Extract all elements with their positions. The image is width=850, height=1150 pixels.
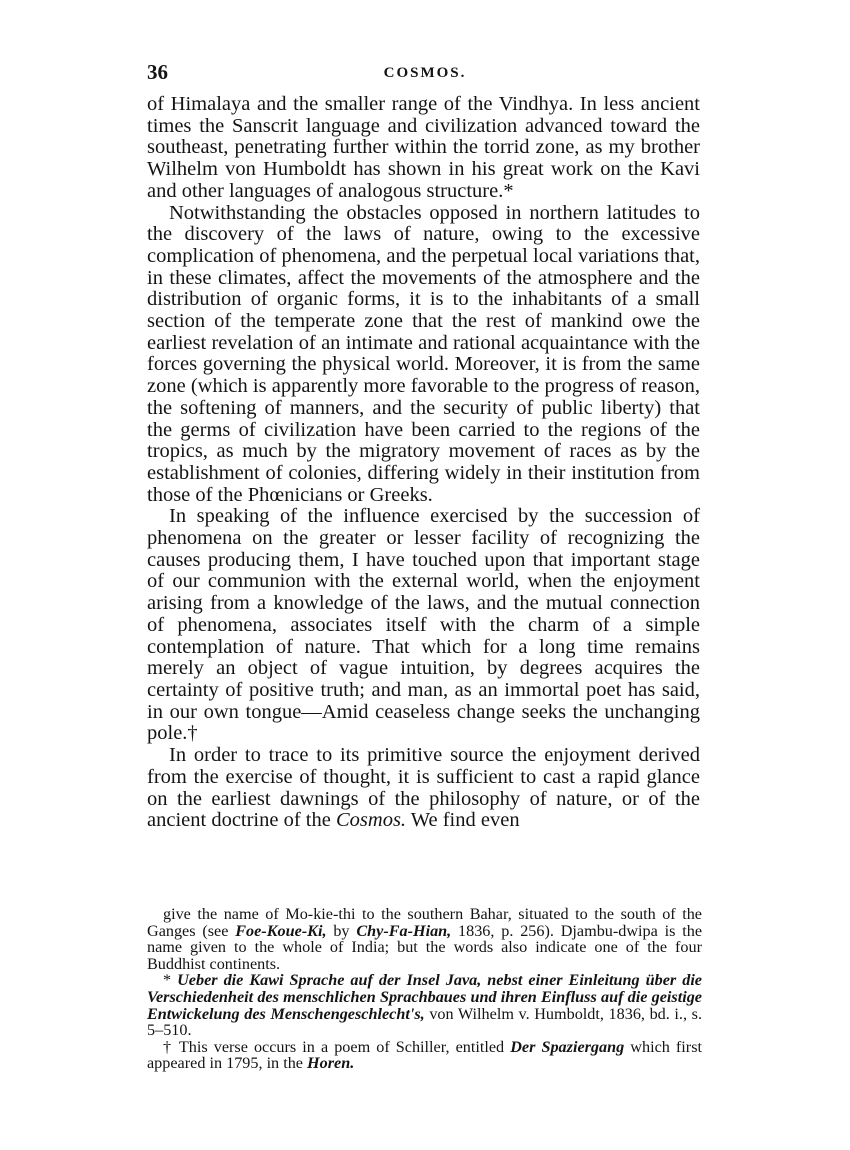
paragraph-3: In speaking of the influence exercised by the succession of phenomena on the greater or lesser facility of recognizing the causes producing them, I have touched upon that important stage of our communion with the external world, when the enjoyment arising from a knowledge of the laws, and the mutual connection of phenomena, associates itself with the charm of a simple contemplation of nature. That which for a long time remains merely an object of vague intuition, by degrees acquires the certainty of positive truth; and man, as an immortal poet has said, in our own tongue—Amid ceaseless change seeks the unchanging pole.† (147, 505, 700, 745)
footnote-asterisk-text: von Wilhelm v. Humboldt, 1836, bd. i., s. 5–510. (147, 1004, 702, 1040)
paragraph-1: of Himalaya and the smaller range of the Vindhya. In less ancient times the Sanscrit language and civilization advanced toward the southeast, penetrating further within the torrid zone, as my brother Wilhelm von Humboldt has shown in his great work on the Kavi and other languages of analogous structure.* (147, 93, 700, 202)
main-text (147, 94, 700, 832)
footnote-asterisk-title: Ueber die Kawi Sprache auf der Insel Java, nebst einer Einleitung über die Verschiedenheit des menschlichen Sprachbaues und ihren Einfluss auf die geistige Entwickelung des Menschengeschlecht's, (147, 971, 702, 1023)
footnote-continued-text-2: by (326, 921, 357, 940)
paragraph-4-italic: Cosmos. (335, 809, 407, 832)
footnote-continued (147, 906, 702, 972)
footnote-continued-text: give the name of Mo-kie-thi to the southern Bahar, situated to the south of the Ganges (see (147, 905, 702, 940)
running-head: COSMOS. (383, 65, 467, 81)
footnote-dagger-text: † This verse occurs in a poem of Schiller, entitled (163, 1037, 511, 1056)
footnote-dagger (147, 1039, 702, 1072)
footnote-continued-text-3: 1836, p. 256). Djambu-dwipa is the name given to the whole of India; but the words also indicate one of the four Buddhist continents. (147, 921, 703, 973)
page-number: 36 (147, 60, 168, 84)
paragraph-4 (147, 745, 700, 832)
paragraph-4-tail: We find even (406, 809, 520, 832)
footnote-dagger-text-2: which first appeared in 1795, in the (147, 1037, 702, 1073)
footnote-asterisk-mark: * (163, 971, 178, 990)
footnotes (147, 906, 702, 1072)
footnote-dagger-title: Der Spaziergang (510, 1037, 625, 1056)
paragraph-2: Notwithstanding the obstacles opposed in northern latitudes to the discovery of the laws of nature, owing to the excessive complication of phenomena, and the perpetual local variations that, in these climates, affect the movements of the atmosphere and the distribution of organic forms, it is to the inhabitants of a small section of the temperate zone that the rest of mankind owe the earliest revelation of an intimate and rational acquaintance with the forces governing the physical world. Moreover, it is from the same zone (which is apparently more favorable to the progress of reason, the softening of manners, and the security of public liberty) that the germs of civilization have been carried to the regions of the tropics, as much by the migratory movement of races as by the establishment of colonies, differing widely in their institution from those of the Phœnicians or Greeks. (147, 201, 700, 506)
footnote-continued-title-2: Chy-Fa-Hian, (356, 921, 452, 940)
footnote-dagger-journal: Horen. (307, 1054, 355, 1073)
footnote-asterisk (147, 972, 702, 1038)
paragraph-4-text: In order to trace to its primitive source the enjoyment derived from the exercise of thought, it is sufficient to cast a rapid glance on the earliest dawnings of the philosophy of nature, or of the ancient doctrine of the (147, 744, 700, 832)
footnote-continued-title-1: Foe-Koue-Ki, (235, 921, 327, 940)
